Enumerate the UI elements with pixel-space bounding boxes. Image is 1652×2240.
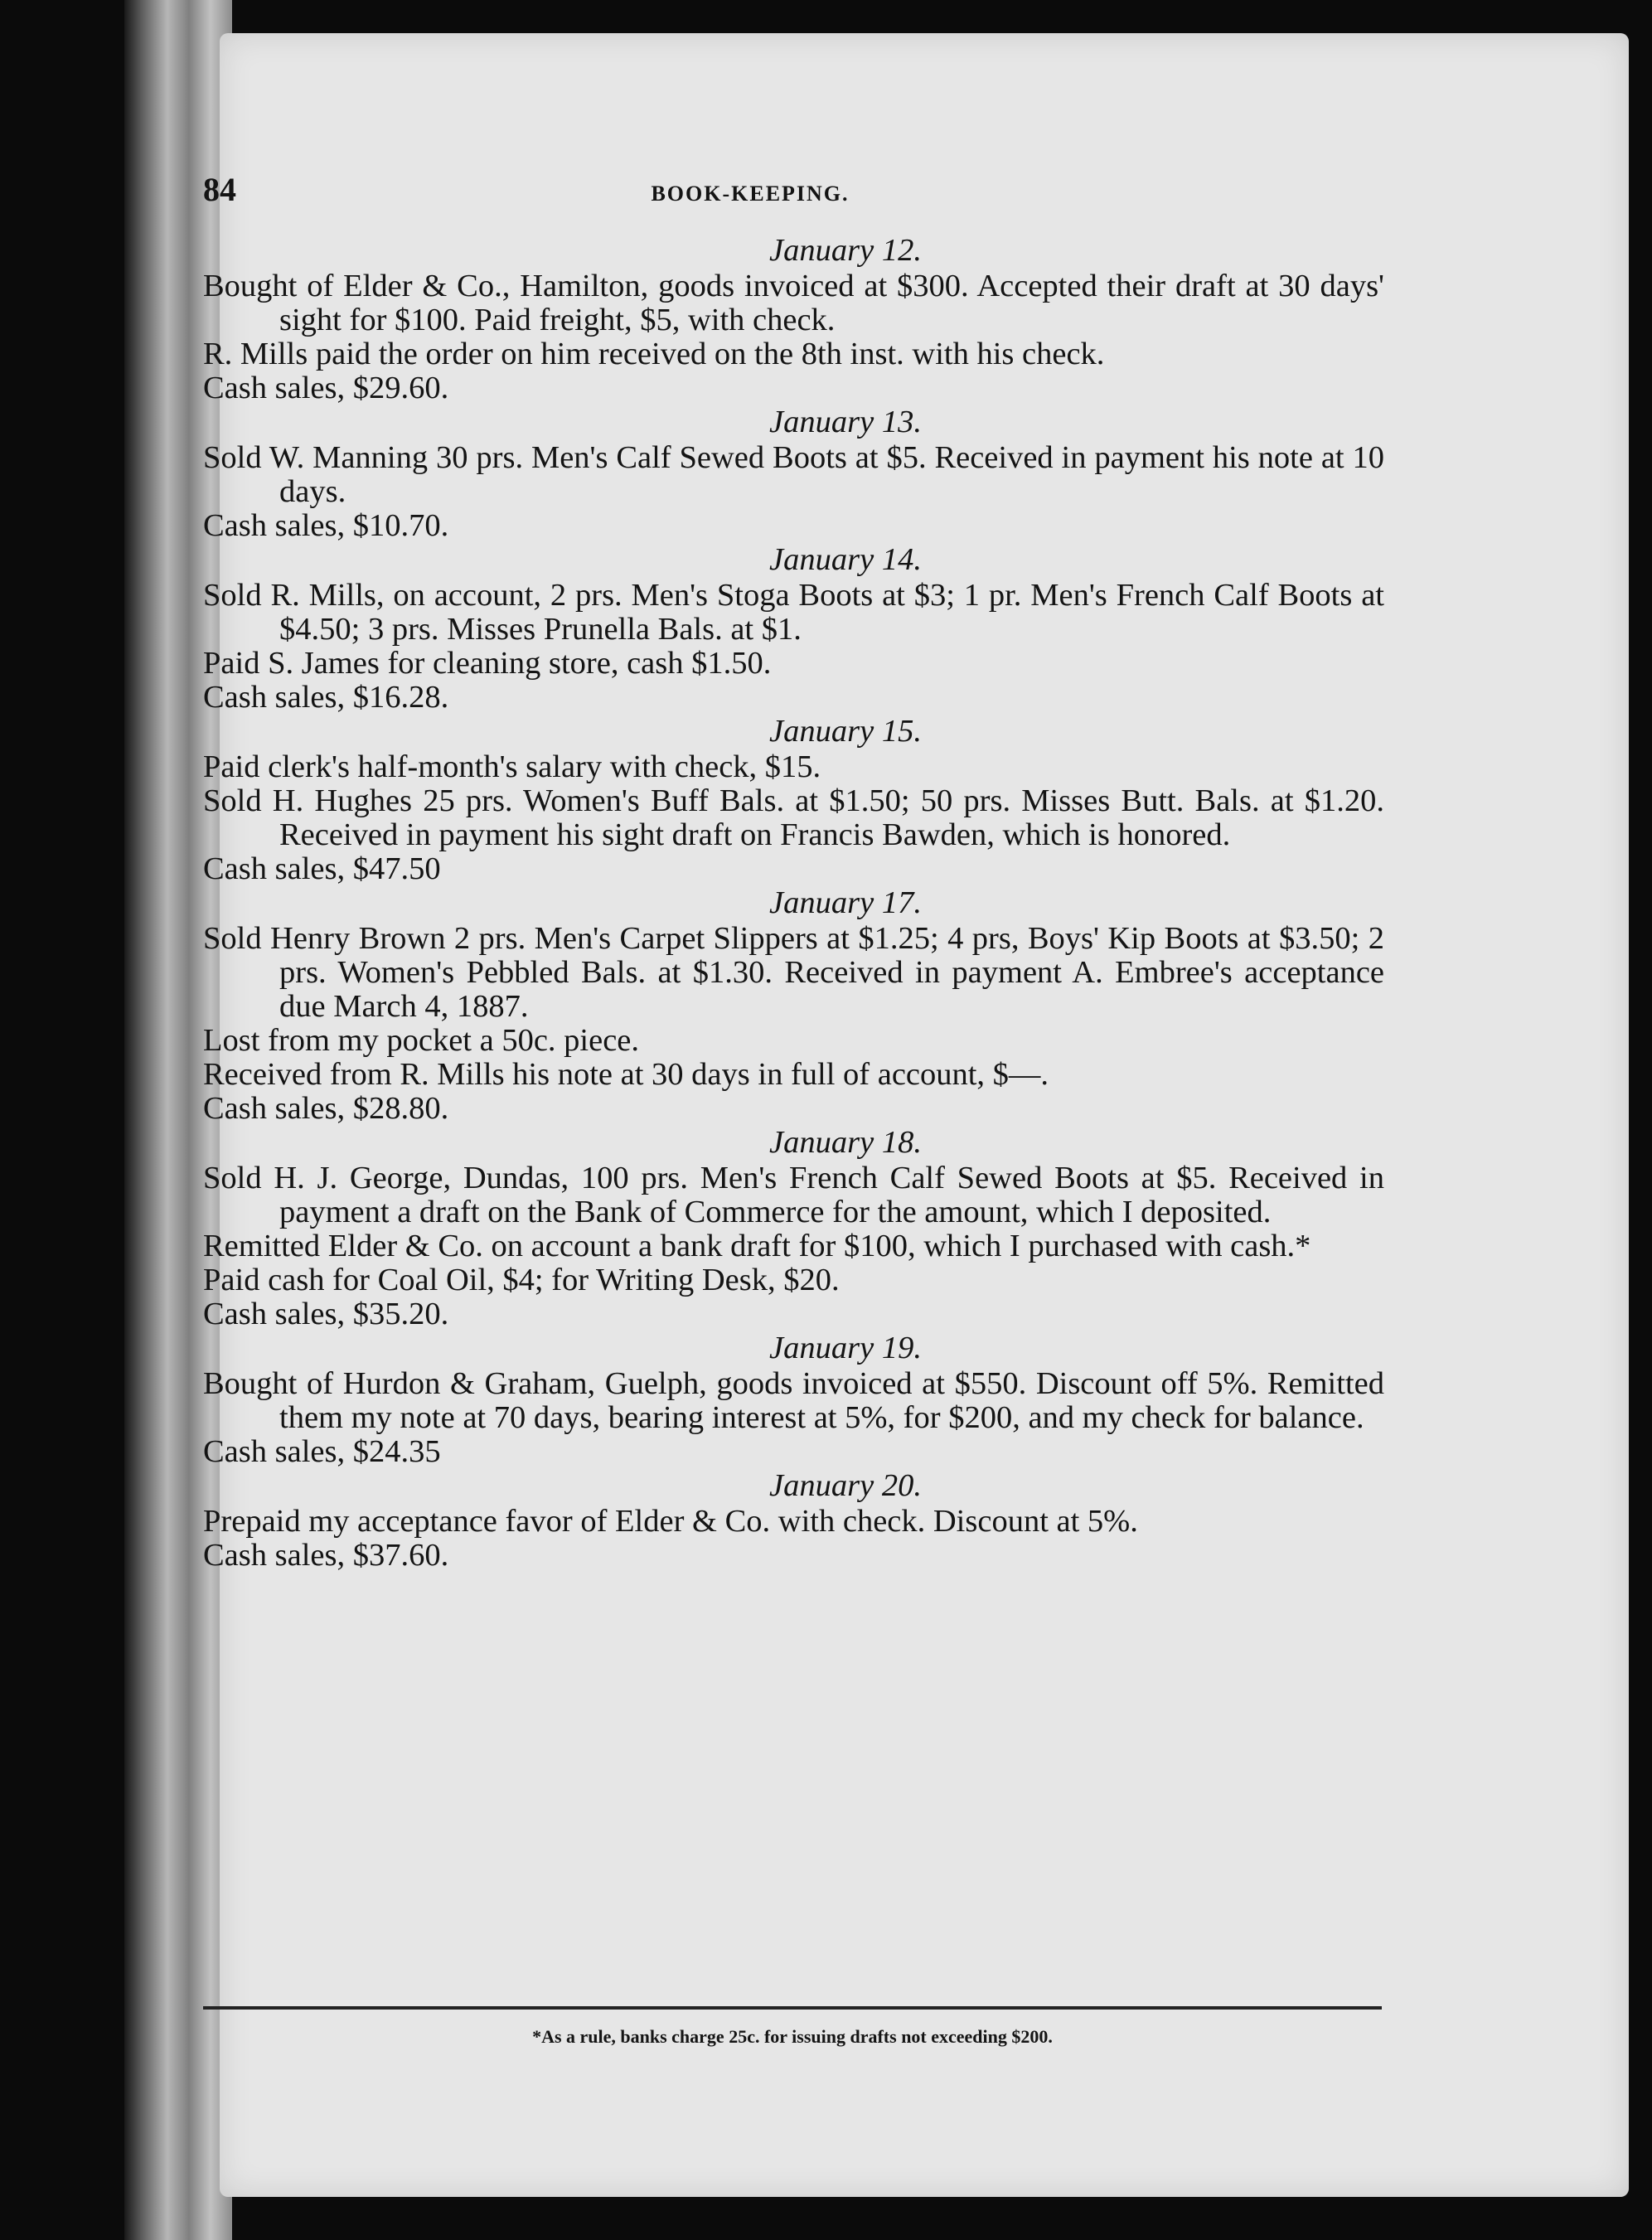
transaction-entry: Cash sales, $24.35 <box>203 1434 441 1469</box>
transaction-entry: Cash sales, $10.70. <box>203 508 449 543</box>
date-heading: January 18. <box>769 1125 922 1160</box>
day-section <box>203 405 1384 543</box>
date-heading: January 20. <box>769 1468 922 1503</box>
transaction-entry: Lost from my pocket a 50c. piece. <box>203 1023 639 1058</box>
journal-transactions <box>203 234 1384 1573</box>
transaction-entry: Cash sales, $37.60. <box>203 1538 449 1573</box>
date-heading: January 19. <box>769 1331 922 1365</box>
running-head <box>203 170 1297 220</box>
footnote-divider <box>203 2006 1382 2010</box>
transaction-entry: Prepaid my acceptance favor of Elder & Co. with check. Discount at 5%. <box>203 1504 1138 1539</box>
transaction-entry: Sold R. Mills, on account, 2 prs. Men's Stoga Boots at $3; 1 pr. Men's French Calf Boots at $4.50; 3 prs. Misses Prunella Bals. at $1. <box>203 578 1384 647</box>
transaction-entry: Paid S. James for cleaning store, cash $1.50. <box>203 646 772 681</box>
day-section <box>203 1331 1384 1469</box>
day-section <box>203 1126 1384 1331</box>
transaction-entry: Remitted Elder & Co. on account a bank draft for $100, which I purchased with cash.* <box>203 1229 1311 1263</box>
transaction-entry: Bought of Hurdon & Graham, Guelph, goods invoiced at $550. Discount off 5%. Remitted them my note at 70 days, bearing interest at 5%, for $200, and my check for balance. <box>203 1366 1384 1435</box>
transaction-entry: R. Mills paid the order on him received on the 8th inst. with his check. <box>203 337 1105 371</box>
day-section <box>203 234 1384 405</box>
footnote: *As a rule, banks charge 25c. for issuing drafts not exceeding $200. <box>532 2026 1053 2047</box>
book-title: BOOK-KEEPING. <box>651 182 850 206</box>
date-heading: January 13. <box>769 405 922 439</box>
day-section <box>203 543 1384 715</box>
date-heading: January 17. <box>769 885 922 920</box>
transaction-entry: Received from R. Mills his note at 30 days in full of account, $—. <box>203 1057 1049 1092</box>
transaction-entry: Cash sales, $35.20. <box>203 1297 449 1331</box>
transaction-entry: Sold H. J. George, Dundas, 100 prs. Men's French Calf Sewed Boots at $5. Received in payment a draft on the Bank of Commerce for the amount, which I deposited. <box>203 1161 1384 1229</box>
transaction-entry: Cash sales, $29.60. <box>203 371 449 405</box>
transaction-entry: Bought of Elder & Co., Hamilton, goods invoiced at $300. Accepted their draft at 30 days' sight for $100. Paid freight, $5, with check. <box>203 269 1384 337</box>
date-heading: January 15. <box>769 714 922 749</box>
transaction-entry: Sold W. Manning 30 prs. Men's Calf Sewed Boots at $5. Received in payment his note at 10 days. <box>203 440 1384 509</box>
date-heading: January 14. <box>769 542 922 577</box>
date-heading: January 12. <box>769 233 922 268</box>
transaction-entry: Paid cash for Coal Oil, $4; for Writing Desk, $20. <box>203 1263 840 1297</box>
transaction-entry: Cash sales, $16.28. <box>203 680 449 715</box>
page-number: 84 <box>203 171 236 208</box>
transaction-entry: Sold H. Hughes 25 prs. Women's Buff Bals. at $1.50; 50 prs. Misses Butt. Bals. at $1.20. Received in payment his sight draft on Francis Bawden, which is honored. <box>203 783 1384 852</box>
transaction-entry: Cash sales, $47.50 <box>203 851 441 886</box>
transaction-entry: Sold Henry Brown 2 prs. Men's Carpet Slippers at $1.25; 4 prs, Boys' Kip Boots at $3.50; 2 prs. Women's Pebbled Bals. at $1.30. Received in payment A. Embree's acceptance due March 4, 1887. <box>203 921 1384 1024</box>
transaction-entry: Cash sales, $28.80. <box>203 1091 449 1126</box>
transaction-entry: Paid clerk's half-month's salary with check, $15. <box>203 749 821 784</box>
day-section <box>203 886 1384 1126</box>
day-section <box>203 1469 1384 1573</box>
day-section <box>203 715 1384 886</box>
